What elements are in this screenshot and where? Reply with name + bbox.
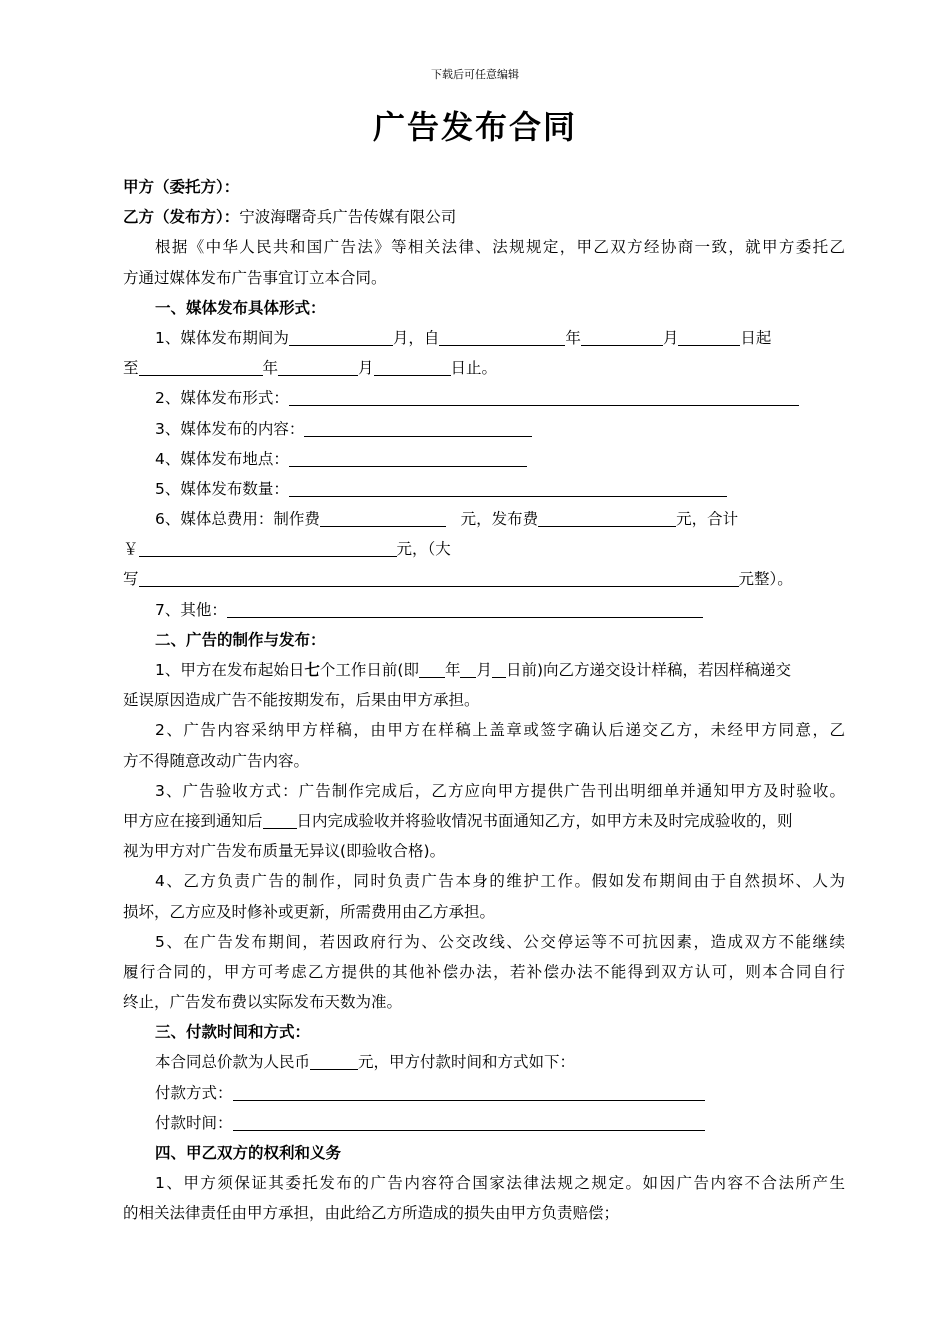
item-1: [123, 323, 845, 353]
blank-field[interactable]: [310, 1052, 358, 1070]
t: 元，甲方付款时间和方式如下：: [358, 1053, 576, 1072]
blank-field[interactable]: [289, 449, 527, 467]
s4-p1: 的相关法律责任由甲方承担，由此给乙方所造成的损失由甲方负责赔偿；: [123, 1204, 620, 1223]
item-7: [123, 595, 845, 625]
intro-line: 方通过媒体发布广告事宜订立本合同。: [123, 268, 387, 287]
blank-field[interactable]: [320, 509, 446, 527]
s2-p5: 5、在广告发布期间，若因政府行为、公交改线、公交停运等不可抗因素，造成双方不能继续: [155, 932, 845, 951]
party-a-label: 甲方（委托方）：: [123, 178, 240, 196]
s3-method: [123, 1078, 845, 1108]
blank-field[interactable]: [460, 660, 476, 678]
blank-field[interactable]: [304, 418, 532, 436]
t: 月: [476, 661, 492, 679]
blank-field[interactable]: [139, 358, 263, 376]
item-2: [123, 383, 845, 413]
party-b-label: 乙方（发布方）：: [123, 208, 240, 227]
s2-p5: 终止，广告发布费以实际发布天数为准。: [123, 993, 403, 1012]
blank-field[interactable]: [139, 539, 397, 557]
item-6-total: [123, 534, 845, 564]
section-1-heading: 一、媒体发布具体形式：: [155, 298, 326, 317]
t: 日内完成验收并将验收情况书面通知乙方，如甲方未及时完成验收的，则: [296, 811, 793, 830]
t: 月: [358, 359, 374, 378]
party-a: [123, 172, 845, 202]
document-title: 广告发布合同: [372, 108, 577, 146]
blank-field[interactable]: [374, 358, 451, 376]
t: 写: [123, 570, 139, 589]
item-6: [123, 504, 845, 534]
t: 日止。: [450, 359, 498, 378]
s2-p1: [123, 655, 845, 685]
t: 年: [262, 359, 279, 378]
t: 甲方应在接到通知后: [123, 811, 263, 830]
page-header: 下载后可任意编辑: [431, 68, 519, 81]
blank-field[interactable]: [289, 479, 727, 497]
blank-field[interactable]: [289, 388, 799, 406]
t: 2、媒体发布形式：: [155, 389, 289, 408]
blank-field[interactable]: [233, 1083, 705, 1101]
blank-field[interactable]: [492, 660, 506, 678]
t: 七: [304, 661, 320, 679]
s2-p5: 履行合同的，甲方可考虑乙方提供的其他补偿办法，若补偿办法不能得到双方认可，则本合同自行: [123, 962, 845, 981]
t: 月: [662, 328, 679, 347]
t: 本合同总价款为人民币: [155, 1053, 311, 1072]
s3-time: [123, 1108, 845, 1138]
t: 元，发布费: [460, 510, 539, 529]
blank-field[interactable]: [419, 660, 445, 678]
item-1-cont: [123, 353, 845, 383]
t: 4、媒体发布地点：: [155, 449, 289, 468]
t: 7、其他：: [155, 600, 227, 619]
blank-field[interactable]: [678, 328, 740, 346]
s2-p1-l2: 延误原因造成广告不能按期发布，后果由甲方承担。: [123, 691, 480, 710]
item-6-words: [123, 564, 845, 594]
t: 元，（大: [396, 540, 451, 559]
t: ￥: [123, 540, 139, 559]
s2-p2: 方不得随意改动广告内容。: [123, 751, 310, 770]
s2-p4: 4、乙方负责广告的制作，同时负责广告本身的维护工作。假如发布期间由于自然损坏、人为: [155, 872, 845, 891]
t: 元整）。: [738, 570, 793, 589]
section-2-heading: 二、广告的制作与发布：: [155, 630, 326, 649]
t: 付款方式：: [155, 1083, 233, 1102]
t: 6、媒体总费用：制作费: [155, 510, 320, 529]
document-body: [123, 172, 845, 1229]
t: 日前)向乙方递交设计样稿，若因样稿递交: [505, 661, 792, 679]
t: 年: [565, 328, 581, 347]
t: 5、媒体发布数量：: [155, 479, 289, 498]
item-5: [123, 474, 845, 504]
item-3: [123, 414, 845, 444]
s2-p3: 3、广告验收方式：广告制作完成后，乙方应向甲方提供广告刊出明细单并通知甲方及时验收。: [155, 781, 845, 800]
blank-field[interactable]: [538, 509, 676, 527]
blank-field[interactable]: [439, 328, 565, 346]
t: 元，合计: [676, 510, 739, 529]
intro-line: 根据《中华人民共和国广告法》等相关法律、法规规定，甲乙双方经协商一致，就甲方委托乙: [155, 238, 845, 257]
blank-field[interactable]: [581, 328, 663, 346]
t: 3、媒体发布的内容：: [155, 419, 305, 438]
s2-p3: 视为甲方对广告发布质量无异议(即验收合格)。: [123, 842, 446, 861]
s3-total: [123, 1047, 845, 1077]
t: 1、甲方在发布起始日: [155, 661, 305, 679]
blank-field[interactable]: [233, 1113, 705, 1131]
blank-field[interactable]: [289, 328, 393, 346]
section-3-heading: 三、付款时间和方式：: [155, 1023, 311, 1042]
s2-p4: 损坏，乙方应及时修补或更新，所需费用由乙方承担。: [123, 902, 496, 921]
section-4-heading: 四、甲乙双方的权利和义务: [155, 1144, 342, 1162]
t: 个工作日前(即: [319, 661, 419, 679]
blank-field[interactable]: [278, 358, 358, 376]
blank-field[interactable]: [139, 569, 739, 587]
blank-field[interactable]: [263, 811, 297, 829]
t: 月，自: [392, 328, 440, 347]
t: 日起: [740, 328, 772, 347]
s4-p1: 1、甲方须保证其委托发布的广告内容符合国家法律法规之规定。如因广告内容不合法所产生: [155, 1174, 845, 1193]
t: 付款时间：: [155, 1113, 233, 1132]
item-4: [123, 444, 845, 474]
s2-p2: 2、广告内容采纳甲方样稿，由甲方在样稿上盖章或签字确认后递交乙方，未经甲方同意，乙: [155, 721, 845, 740]
t: 至: [123, 359, 139, 378]
blank-field[interactable]: [227, 600, 703, 618]
party-b-value: 宁波海曙奇兵广告传媒有限公司: [239, 208, 457, 227]
s2-p3: [123, 806, 845, 836]
t: 年: [444, 661, 461, 679]
party-b: [123, 202, 845, 232]
t: 1、媒体发布期间为: [155, 328, 289, 347]
